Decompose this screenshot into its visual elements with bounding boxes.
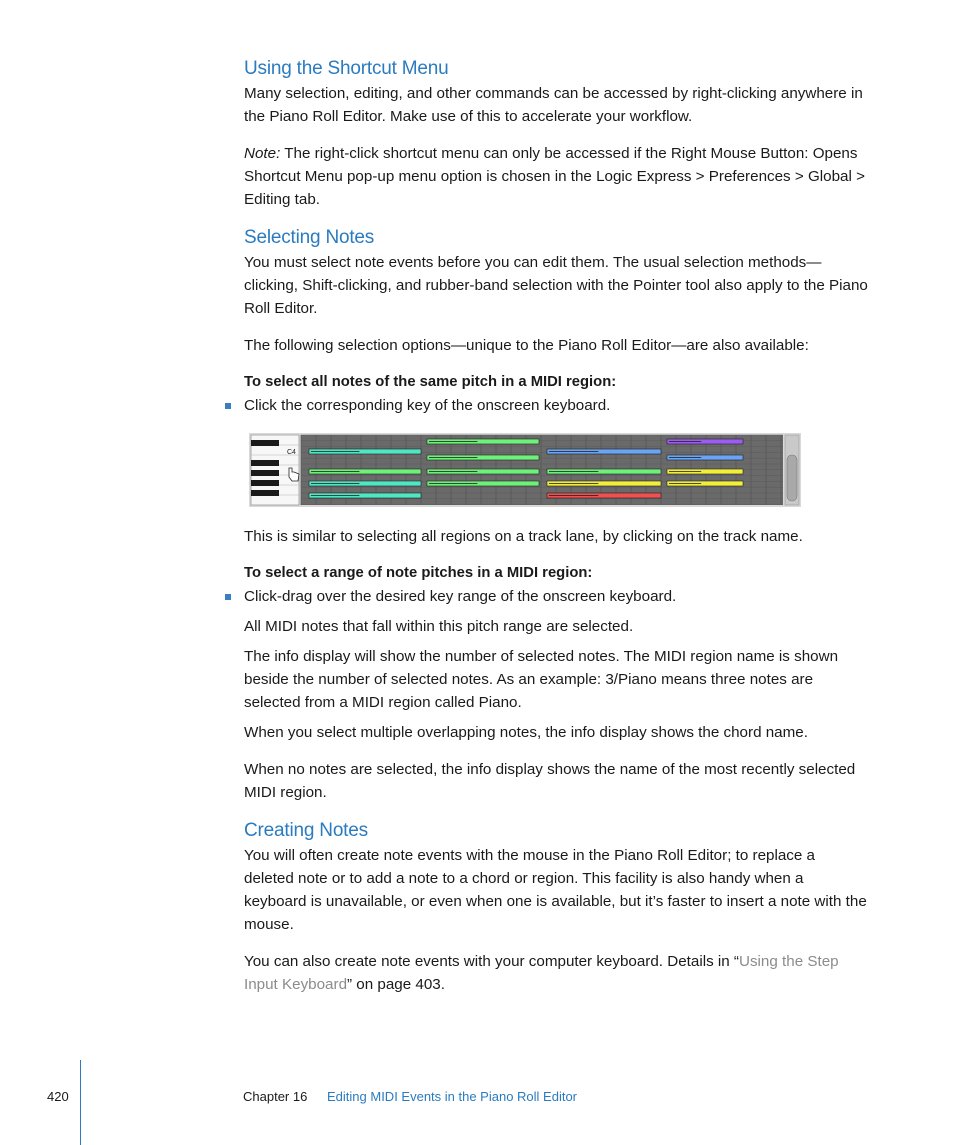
paragraph: All MIDI notes that fall within this pitch range are selected. xyxy=(244,618,634,635)
text: You can also create note events with your computer keyboard. Details in “ xyxy=(244,953,739,970)
paragraph: This is similar to selecting all regions on a track lane, by clicking on the track name. xyxy=(244,528,803,545)
heading-creating-notes: Creating Notes xyxy=(244,820,368,841)
text: ” on page 403. xyxy=(347,976,445,993)
paragraph: You will often create note events with the mouse in the Piano Roll Editor; to replace a deleted note or to add a note to a chord or region. This facility is also handy when a keyboard is unavailable, or even when one is available, but it’s faster to insert a note with the mouse. xyxy=(244,847,867,933)
note-label: Note: xyxy=(244,145,281,162)
black-key xyxy=(251,470,279,476)
task-heading: To select all notes of the same pitch in a MIDI region: xyxy=(244,374,617,390)
black-key xyxy=(251,440,279,446)
paragraph: Many selection, editing, and other commands can be accessed by right-clicking anywhere in the Piano Roll Editor. Make use of this to accelerate your workflow. xyxy=(244,85,863,125)
black-key xyxy=(251,480,279,486)
bullet-text: Click the corresponding key of the onscreen keyboard. xyxy=(244,397,611,414)
bullet-square-icon xyxy=(225,403,231,409)
bullet-square-icon xyxy=(225,594,231,600)
task-heading: To select a range of note pitches in a MIDI region: xyxy=(244,565,593,581)
paragraph xyxy=(244,950,869,996)
chapter-title: Editing MIDI Events in the Piano Roll Editor xyxy=(327,1089,578,1104)
piano-roll-image xyxy=(249,433,801,507)
bullet-text: Click-drag over the desired key range of the onscreen keyboard. xyxy=(244,588,677,605)
paragraph: When no notes are selected, the info display shows the name of the most recently selected MIDI region. xyxy=(244,761,856,801)
scrollbar-thumb[interactable] xyxy=(787,455,797,501)
c4-key-label: C4 xyxy=(287,449,296,456)
step-input-keyboard-link[interactable]: Using the Step Input Keyboard xyxy=(244,953,839,993)
piano-roll-screenshot xyxy=(249,433,801,507)
black-key xyxy=(251,460,279,466)
page-number: 420 xyxy=(47,1089,69,1104)
note-text: The right-click shortcut menu can only be accessed if the Right Mouse Button: Opens Shortcut Menu pop-up menu option is chosen in the Logic Express > Preferences > Global > Editing tab. xyxy=(244,145,865,208)
paragraph: The following selection options—unique to the Piano Roll Editor—are also available: xyxy=(244,337,809,354)
paragraph: The info display will show the number of selected notes. The MIDI region name is shown beside the number of selected notes. As an example: 3/Piano means three notes are selected from a MIDI region called Piano. xyxy=(244,648,839,711)
note-paragraph xyxy=(244,142,869,211)
bullet-item xyxy=(244,585,869,608)
bullet-item xyxy=(244,394,869,417)
black-key xyxy=(251,490,279,496)
page-content xyxy=(244,56,869,996)
paragraph: When you select multiple overlapping notes, the info display shows the chord name. xyxy=(244,724,808,741)
footer-rule xyxy=(80,1060,81,1145)
heading-using-shortcut-menu: Using the Shortcut Menu xyxy=(244,58,449,79)
paragraph: You must select note events before you can edit them. The usual selection methods—clicking, Shift-clicking, and rubber-band selection with the Pointer tool also apply to the Piano Roll Editor. xyxy=(244,254,868,317)
chapter-label: Chapter 16 xyxy=(243,1089,308,1104)
heading-selecting-notes: Selecting Notes xyxy=(244,227,375,248)
